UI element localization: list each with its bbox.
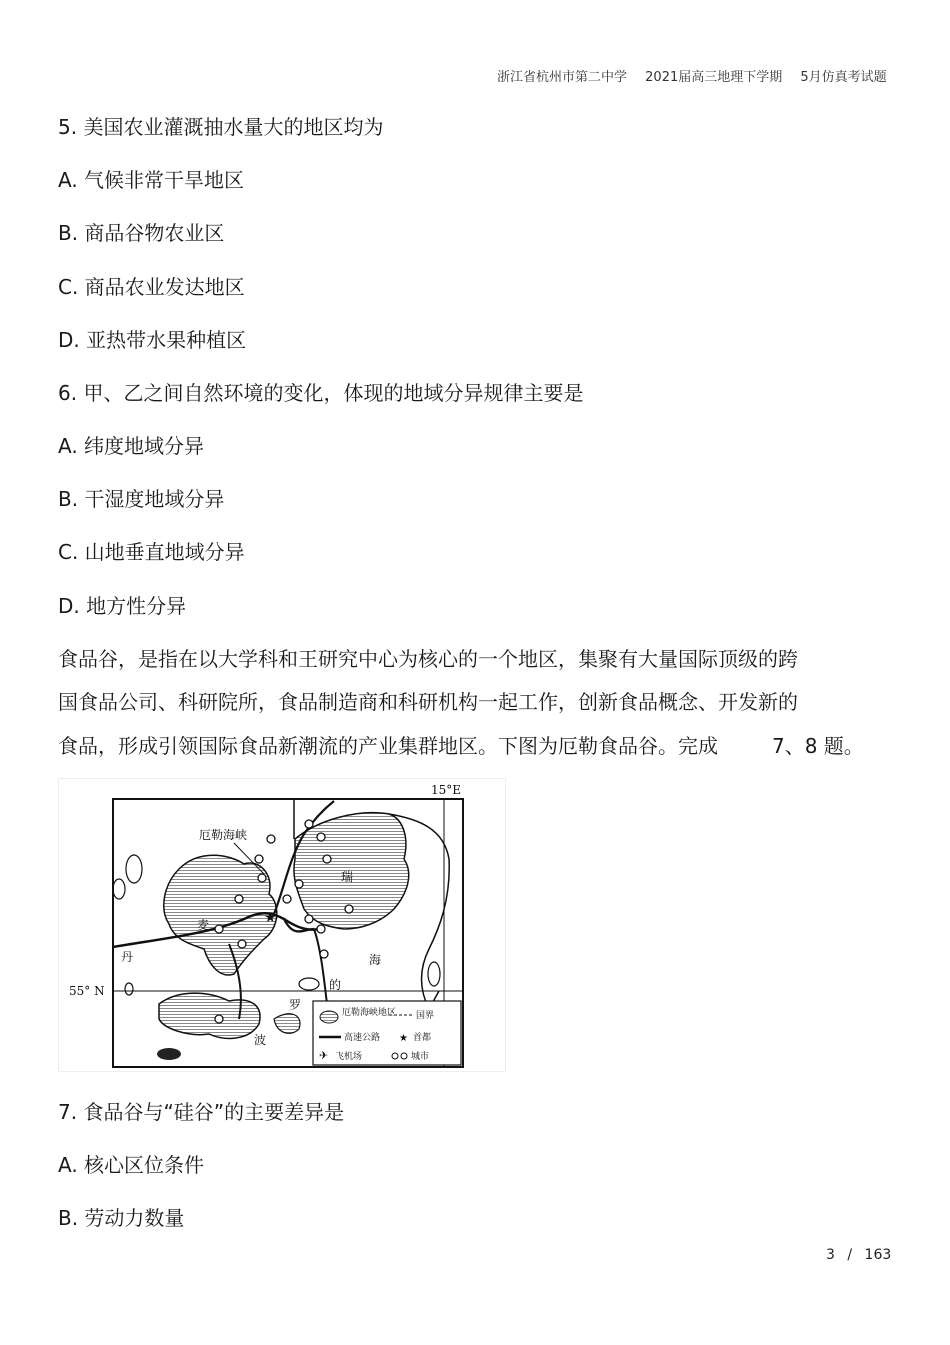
q6-option-d: D. 地方性分异 bbox=[58, 594, 187, 618]
passage-line-1: 食品谷，是指在以大学科和王研究中心为核心的一个地区，集聚有大量国际顶级的跨 bbox=[58, 647, 798, 671]
page-header bbox=[497, 66, 901, 85]
sea-char-1: 波 bbox=[254, 1033, 267, 1047]
sea-char-3: 的 bbox=[329, 978, 342, 992]
lat-label: 55° N bbox=[69, 984, 105, 998]
legend-city: 城市 bbox=[411, 1052, 430, 1062]
page-number bbox=[826, 1247, 891, 1263]
header-title: 2021届高三地理下学期 bbox=[645, 70, 783, 85]
page-total: 163 bbox=[864, 1247, 892, 1263]
strait-label: 厄勒海峡 bbox=[199, 828, 248, 842]
passage-line-3-end: 7、8 题。 bbox=[772, 734, 864, 758]
oresund-food-valley-map bbox=[58, 778, 506, 1072]
lolland-region bbox=[159, 993, 260, 1038]
highway-south bbox=[314, 929, 327, 1004]
page-sep: / bbox=[847, 1247, 853, 1263]
passage-line-3-text: 食品，形成引领国际食品新潮流的产业集群地区。下图为厄勒食品谷。完成 bbox=[58, 734, 718, 758]
q5-option-a: A. 气候非常干旱地区 bbox=[58, 168, 245, 192]
legend-border: 国界 bbox=[416, 1011, 435, 1021]
q5-option-d: D. 亚热带水果种植区 bbox=[58, 328, 247, 352]
header-school: 浙江省杭州市第二中学 bbox=[497, 70, 628, 85]
q6-option-b: B. 干湿度地域分异 bbox=[58, 487, 225, 511]
q6-option-c: C. 山地垂直地域分异 bbox=[58, 540, 245, 564]
q7-option-b: B. 劳动力数量 bbox=[58, 1206, 185, 1230]
map-svg bbox=[59, 779, 505, 1071]
svg-text:★: ★ bbox=[399, 1033, 408, 1044]
capital-star: ★ bbox=[264, 910, 277, 926]
q5-stem: 5. 美国农业灌溉抽水量大的地区均为 bbox=[58, 115, 384, 139]
map-char-mai: 麦 bbox=[197, 918, 210, 932]
passage-line-2: 国食品公司、科研院所，食品制造商和科研机构一起工作，创新食品概念、开发新的 bbox=[58, 690, 798, 714]
page-current: 3 bbox=[826, 1247, 835, 1263]
q6-option-a: A. 纬度地域分异 bbox=[58, 434, 205, 458]
svg-text:✈: ✈ bbox=[319, 1049, 329, 1062]
legend-airport: 飞机场 bbox=[335, 1052, 363, 1062]
passage-line-3 bbox=[58, 730, 864, 759]
zealand-region bbox=[164, 855, 277, 975]
legend-area: 厄勒海峡地区 bbox=[342, 1008, 397, 1018]
sea-char-4: 海 bbox=[369, 953, 382, 967]
q7-stem: 7. 食品谷与“硅谷”的主要差异是 bbox=[58, 1100, 345, 1124]
sea-char-2: 罗 bbox=[289, 998, 302, 1012]
legend-capital: 首都 bbox=[413, 1033, 432, 1043]
q5-option-b: B. 商品谷物农业区 bbox=[58, 221, 225, 245]
lon-label: 15°E bbox=[431, 783, 462, 797]
q7-option-a: A. 核心区位条件 bbox=[58, 1153, 205, 1177]
map-char-rui: 瑞 bbox=[341, 870, 354, 884]
q5-option-c: C. 商品农业发达地区 bbox=[58, 275, 245, 299]
map-char-dan: 丹 bbox=[121, 950, 134, 964]
map-legend bbox=[313, 1001, 461, 1065]
legend-highway: 高速公路 bbox=[344, 1033, 381, 1043]
q6-stem: 6. 甲、乙之间自然环境的变化，体现的地域分异规律主要是 bbox=[58, 381, 584, 405]
header-exam: 5月仿真考试题 bbox=[800, 70, 887, 85]
